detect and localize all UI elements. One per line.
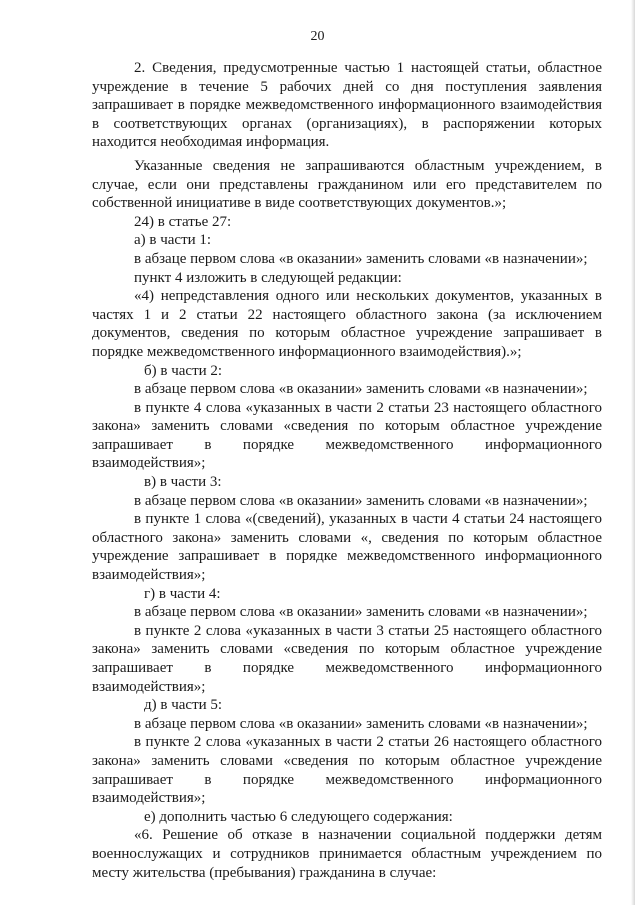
page-edge-shadow [631,0,635,905]
paragraph: в пункте 2 слова «указанных в части 3 статьи 25 настоящего областного закона» заменить словами «сведения по которым областное учреждение запрашивает в порядке межведомственного информационного взаимодействия»; [92,622,602,695]
paragraph: а) в части 1: [134,232,212,249]
paragraph: в пункте 2 слова «указанных в части 2 статьи 26 настоящего областного закона» заменить словами «сведения по которым областное учреждение запрашивает в порядке межведомственного информационного взаимодействия»; [92,734,602,807]
paragraph: б) в части 2: [144,362,223,379]
paragraph: 24) в статье 27: [134,213,232,230]
paragraph: Указанные сведения не запрашиваются областным учреждением, в случае, если они представлены гражданином или его представителем по собственной инициативе в виде соответствующих документов.»; [92,157,602,212]
paragraph: в абзаце первом слова «в оказании» заменить словами «в назначении»; [134,492,588,509]
paragraph: в пункте 4 слова «указанных в части 2 статьи 23 настоящего областного закона» заменить словами «сведения по которым областное учреждение запрашивает в порядке межведомственного информационного взаимодействия»; [92,399,602,472]
paragraph: в пункте 1 слова «(сведений), указанных в части 4 статьи 24 настоящего областного закона» заменить словами «, сведения по которым областное учреждение запрашивает в порядке межведомственного информационного взаимодействия»; [92,511,602,584]
page-number: 20 [310,29,325,44]
paragraph: в абзаце первом слова «в оказании» заменить словами «в назначении»; [134,381,588,398]
paragraph: г) в части 4: [144,585,221,602]
paragraph: «6. Решение об отказе в назначении социальной поддержки детям военнослужащих и сотрудников принимается областным учреждением по месту жительства (пребывания) гражданина в случае: [92,827,602,881]
paragraph: в абзаце первом слова «в оказании» заменить словами «в назначении»; [134,250,588,267]
document-body [92,59,602,882]
paragraph: «4) непредставления одного или нескольких документов, указанных в частях 1 и 2 статьи 22 настоящего областного закона (за исключением документов, сведения по которым областное учреждение запрашивает в порядке межведомственного информационного взаимодействия).»; [92,288,602,360]
paragraph: е) дополнить частью 6 следующего содержания: [144,808,453,825]
paragraph: в абзаце первом слова «в оказании» заменить словами «в назначении»; [134,604,588,621]
paragraph: 2. Сведения, предусмотренные частью 1 настоящей статьи, областное учреждение в течение 5 рабочих дней со дня поступления заявления запрашивает в порядке межведомственного информационного взаимодействия в соответствующих органах (организациях), в распоряжении которых находится необходимая информация. [92,60,602,151]
paragraph: пункт 4 изложить в следующей редакции: [134,269,402,286]
paragraph: в абзаце первом слова «в оказании» заменить словами «в назначении»; [134,715,588,732]
paragraph: д) в части 5: [144,697,223,714]
paragraph: в) в части 3: [144,474,222,491]
